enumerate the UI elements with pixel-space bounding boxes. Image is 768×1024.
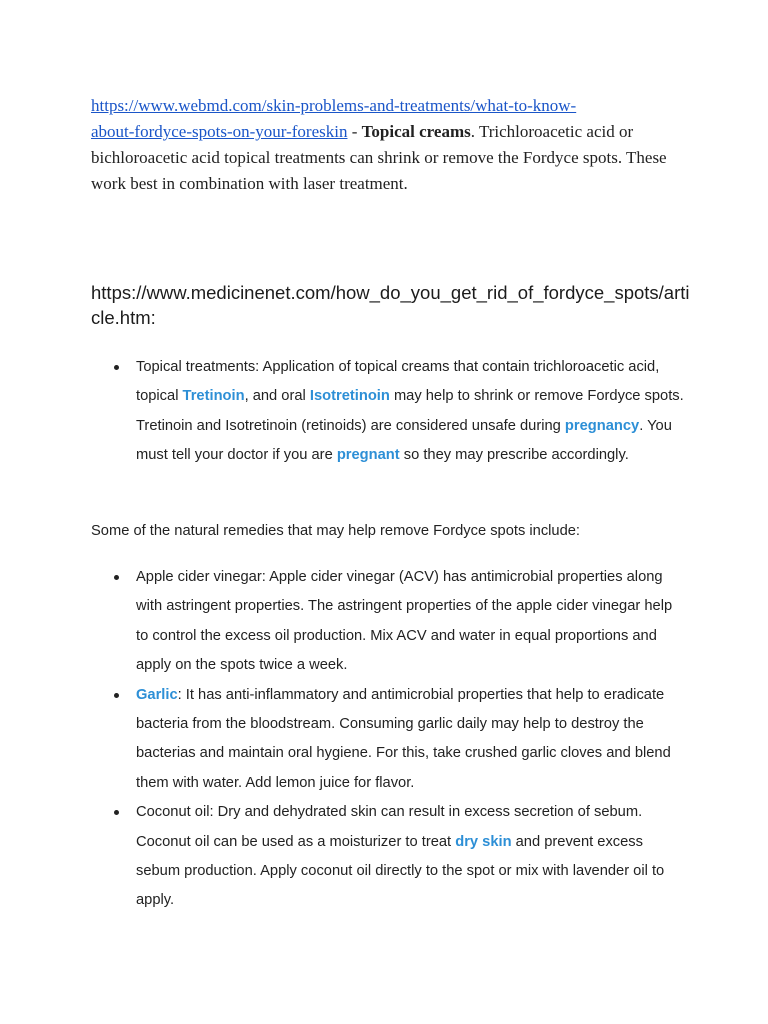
webmd-url-line2: about-fordyce-spots-on-your-foreskin — [91, 122, 348, 141]
topical-text-3: may help to shrink or remove Fordyce spots. Tretinoin and Isotretinoin (retinoids) are considered unsafe during — [136, 388, 684, 434]
coconut-text-2: and prevent excess sebum production. Apply coconut oil directly to the spot or mix with lavender oil to apply. — [136, 833, 665, 909]
topical-list — [136, 353, 684, 471]
link-isotretinoin[interactable]: Isotretinoin — [309, 388, 390, 405]
link-pregnancy[interactable]: pregnancy — [564, 417, 640, 434]
webmd-paragraph — [91, 93, 681, 197]
list-item-acv — [136, 563, 684, 681]
topical-text-1: Topical treatments: Application of topical creams that contain trichloroacetic acid, topical — [136, 359, 660, 405]
link-garlic[interactable]: Garlic — [136, 686, 178, 703]
link-dry-skin[interactable]: dry skin — [455, 833, 512, 850]
remedies-list — [136, 563, 684, 916]
acv-text: Apple cider vinegar: Apple cider vinegar (ACV) has antimicrobial properties along with astringent properties. The astringent properties of the apple cider vinegar help to control the excess oil production. Mix ACV and water in equal proportions and apply on the spots twice a week. — [136, 569, 673, 674]
garlic-text: : It has anti-inflammatory and antimicrobial properties that help to eradicate bacteria from the bloodstream. Consuming garlic daily may help to destroy the bacterias and maintain oral hygiene. For this, take crushed garlic cloves and blend them with water. Add lemon juice for flavor. — [136, 686, 671, 791]
coconut-text-1: Coconut oil: Dry and dehydrated skin can result in excess secretion of sebum. Coconut oil can be used as a moisturizer to treat — [136, 804, 643, 850]
bullet-icon — [114, 693, 119, 698]
bullet-icon — [114, 810, 119, 815]
topical-creams-label: Topical creams — [361, 122, 471, 141]
list-item-coconut — [136, 798, 684, 916]
webmd-url-line1: https://www.webmd.com/skin-problems-and-treatments/what-to-know- — [91, 96, 577, 115]
link-pregnant[interactable]: pregnant — [336, 447, 400, 464]
webmd-text: Trichloroacetic acid or bichloroacetic acid topical treatments can shrink or remove the Fordyce spots. These work best in combination with laser treatment. — [91, 122, 667, 193]
list-item-topical — [136, 353, 684, 471]
link-tretinoin[interactable]: Tretinoin — [182, 388, 245, 405]
list-item-garlic — [136, 681, 684, 799]
topical-text-5: so they may prescribe accordingly. — [399, 447, 629, 464]
bullet-icon — [114, 365, 119, 370]
topical-text-4: . You must tell your doctor if you are — [136, 417, 672, 464]
period: . — [470, 122, 475, 141]
medicinenet-url: https://www.medicinenet.com/how_do_you_get_rid_of_fordyce_spots/article.htm: — [91, 282, 690, 328]
topical-text-2: , and oral — [244, 388, 310, 405]
separator: - — [347, 122, 362, 141]
bullet-icon — [114, 575, 119, 580]
remedies-intro: Some of the natural remedies that may help remove Fordyce spots include: — [91, 523, 581, 539]
